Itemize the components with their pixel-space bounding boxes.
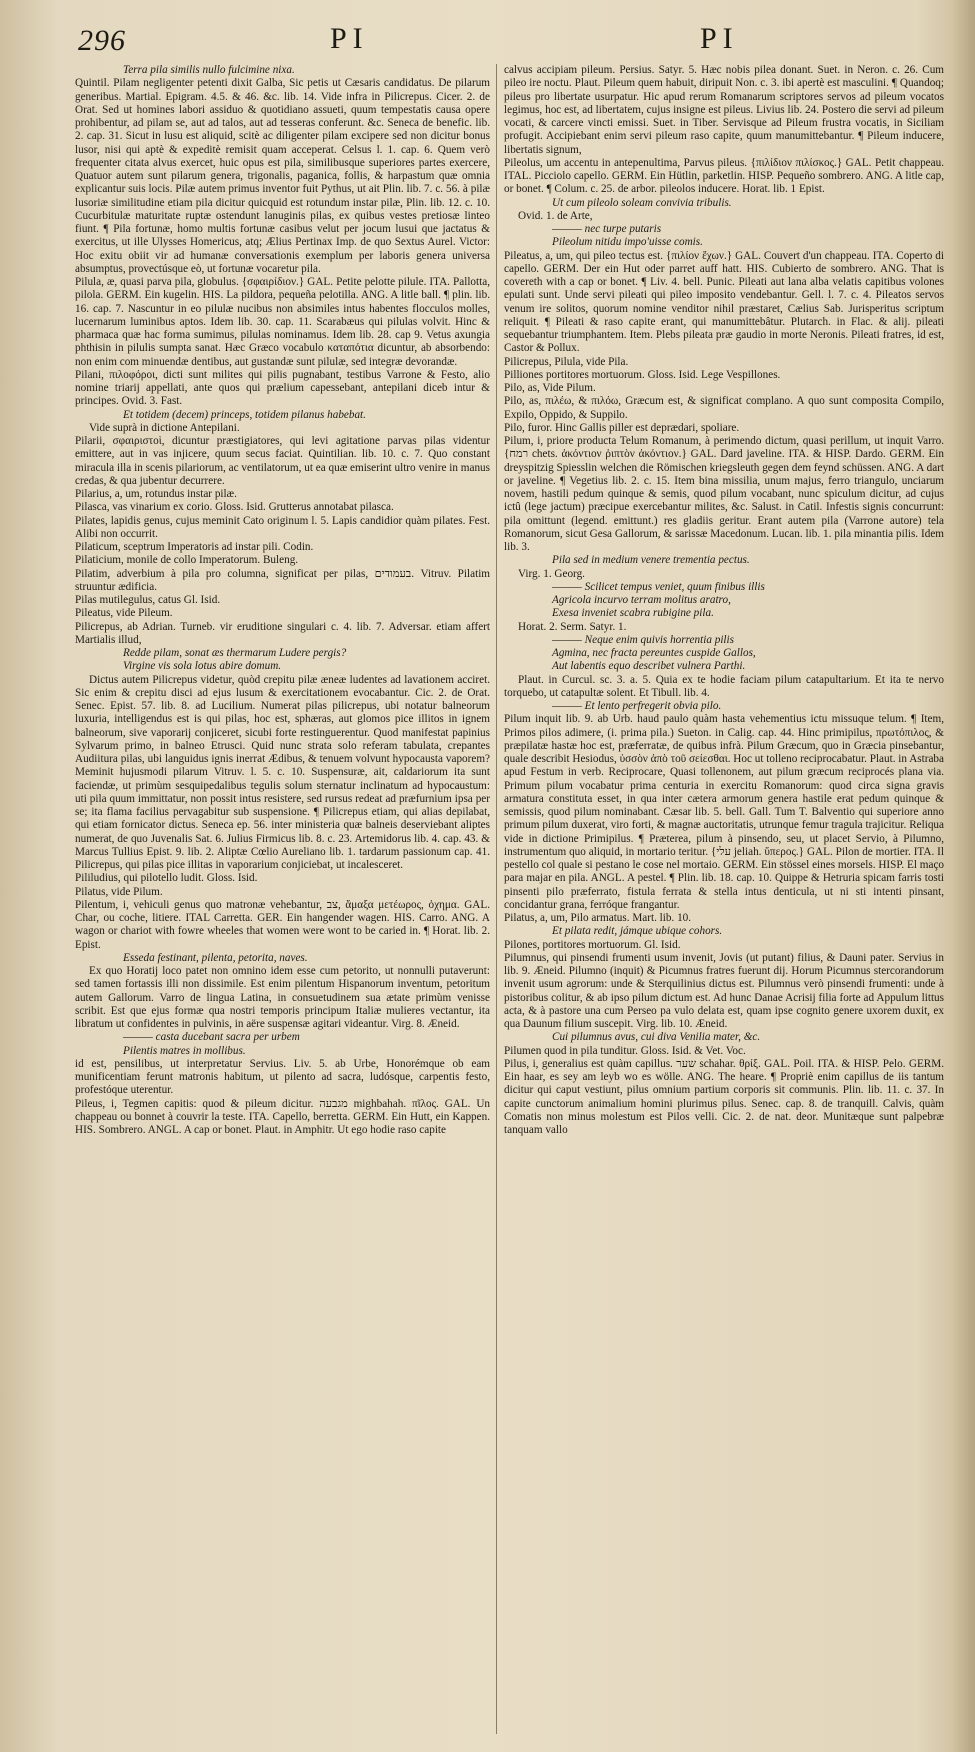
entry-pilum: Pilum, i, priore producta Telum Romanum, à perimendo dictum, quasi perillum, ut inquit Varro. {רמח chets. ἀκόντιον ῥιπτὸν ἀκόντιον.} GAL. Dard javeline. ITA. & HISP. Dardo. GERM. Ein dreyspitzig Spiesslin welchen die Römischen kriegsleuth gegen dem feynd schüssen. ANG. A dart or javeline. ¶ Vegetius lib. 2. c. 15. Item bina missilia, unum majus, ferro triangulo, unciarum novem, hastili pedum quinque & semis, quod pilum vocabant, nunc spiculum dicitur, ad cujus ictû (lege jactum) præcipue exercebantur milites, &c. Salust. in Catil. Infestis signis concurrunt: pila omittunt (legend. emittunt.) res gladiis geritur. Erant autem pila (Varrone autore) tela Romanorum, sicut Gesa Gallorum, & sarissæ Macedonum. Lucan. lib. 1. pila minantia pilis. Idem lib. 3.: [504, 435, 944, 553]
entry-pilentum-note: id est, pensilibus, ut interpretatur Servius. Liv. 5. ab Urbe, Honorémque ob eam munificentiam ferunt matronis habitum, ut pilento ad sacra, ludósque, carpentis festo, profestóque uterentur.: [75, 1057, 490, 1097]
entry-pilentum-text: Ex quo Horatij loco patet non omnino idem esse cum petorito, ut nonnulli putaverunt: sed tamen fortassis illi non dissimile. Est enim pilentum Hispanorum inventum, petoritum autem Gallorum. Varro de lingua Latina, in consuetudinem sua ætate primùm venisse scribit. Est que ejus formæ qua nostri temporis principum Italiæ mulieres vectantur, ita libratum ut confidentes in pulvinis, in aëre suspensæ agitari videantur. Virg. 8. Æneid.: [75, 965, 490, 1030]
entry-pilas-mutilegulus: Pilas mutilegulus, catus Gl. Isid.: [75, 594, 221, 606]
entry-pilicrepus-ref: Pilicrepus, Pilula, vide Pila.: [504, 355, 629, 368]
verse-line: Terra pila similis nullo fulcimine nixa.: [123, 64, 295, 76]
entry-pilliones: Pilliones portitores mortuorum. Gloss. Isid. Lege Vespillones.: [504, 368, 781, 381]
left-column: [75, 64, 490, 1744]
entry-pilarius: Pilarius, a, um, rotundus instar pilæ.: [75, 488, 237, 500]
page-number: 296: [78, 24, 126, 57]
entry-pilum-continued: Pilum inquit lib. 9. ab Urb. haud paulo quàm hasta vehementius ictu missuque telum. ¶ Item, Primos pilos adimere, (i. prima pila.) Sueton. in Calig. cap. 44. Hinc primipilus, πρωτόπιλος, & præpilatæ hastæ hoc est, præferratæ, de quibus infrà. Pilum Græcum, quo in Græcia pinsebantur, quale describit Hesiodus, ὑσσὸν ἀπὸ τοῦ σείεσθαι. Hoc ut tolleno reciprocabatur. Plaut. in Astraba apud Festum in verb. Reciprocare, Quasi tollenonem, aut pilum græcum reciprocés plana via. Primum pilum vocabatur prima centuria in exercitu Romanorum: quod circa signa gravis armatura constituta esset, in qua inter cætera armorum genera hastile erat pedum quinque & semissis, quod pilum nominabant. Cæsar lib. 5. bell. Gall. Tum T. Balventio qui superiore anno primum pilum duxerat, viro forti, & magnæ auctoritatis, utrunque femur tragula trajicitur. Reliqua vide in dictione Primipilus. ¶ Præterea, pilum à pinsendo, seu, ut placet Servio, à Pilumno, instrumentum quo aliquid, in mortario teritur. {עלי jeliah. ὕπερος.} GAL. Pilon de mortier. ITA. Il pestello col quale si pestano le cose nel mortaio. GERM. Ein stössel eines morsels. HISP. El maço para majar en pila. ANGL. A pestel. ¶ Plin. lib. 18. cap. 10. Quippe & Hetruria spicam farris tosti pinsenti pilo præferrato, fistula ferrata & stella intus denticula, ut ni sti intenti pinsant, concidantur grana, ferróque frangantur.: [504, 713, 944, 911]
verse-line: Aut labentis equo describet vulnera Parthi.: [552, 660, 746, 673]
entry-pilumnus: Pilumnus, qui pinsendi frumenti usum invenit, Jovis (ut putant) filius, & Dauni pater. Servius in lib. 9. Æneid. Pilumno (inquit) & Picumnus fratres fuerunt dij. Horum Picumnus stercorandorum invenit usum agrorum: unde & Sterquilinius dictus est. Pilumnus verò pinsendi frumenti: unde à pistoribus colitur, & ab ipso pilum dictum est. Ad hunc Danae Acrisij filia forte ad Appulum littus acta, & à pastore una cum Perseo pa vulo delata est, quam ipse cognito genere uxorem duxit, ex qua Daunum filium suscepit. Virg. lib. 10. Æneid.: [504, 951, 944, 1030]
entry-pilatim: Pilatim, adverbium à pila pro columna, significat per pilas, בעמודים. Vitruv. Pilatim struuntur ædificia.: [75, 567, 490, 593]
entry-pilicrepus: Pilicrepus, ab Adrian. Turneb. vir eruditione singulari c. 4. lib. 7. Adversar. etiam affert Martialis illud,: [75, 620, 490, 646]
entry-pileolus: Pileolus, um accentu in antepenultima, Parvus pileus. {πιλίδιον πιλίσκος.} GAL. Petit chappeau. ITAL. Picciolo capello. GERM. Ein Hütlin, parketlin. HISP. Pequeño sombrero. ANG. A litle cap, or bonet. ¶ Colum. c. 25. de arbor. pileolos inducere. Horat. lib. 1 Epist.: [504, 156, 944, 196]
verse-line: Cui pilumnus avus, cui diva Venilia mater, &c.: [552, 1031, 761, 1044]
cross-reference: Vide suprà in dictione Antepilani.: [89, 421, 240, 434]
citation: Virg. 1. Georg.: [518, 567, 585, 580]
page-header: [0, 22, 975, 62]
entry-pila-text: Quintil. Pilam negligenter petenti dixit Galba, Sic petis ut Cæsaris candidatus. De pilarum generibus. Martial. Epigram. 4.5. & 46. &c. lib. 14. Vide infra in Pilicrepus. Cicer. 2. de Orat. Sed ut homines labori assiduo & quotidiano assueti, quum tempestatis causa opere prohibentur, ad pilam se, aut ad talos, aut ad tesseras conferunt. &c. Seneca de benefic. lib. 2. cap. 31. Sicut in lusu est aliquid, scitè ac diligenter pilam excipere sed non dicitur bonus lusor, nisi qui aptè & expeditè remisit quam acceperat. Celsus l. 1. cap. 6. Quem verò frequenter citata alvus exercet, huic opus est pila, similibusque superiores partes exercere, Quatuor autem sunt pilarum genera, trigonalis, paganica, follis, & harpastum quæ omnia explicantur suis locis. Pilæ autem primus inventor fuit Pythus, ut ait Plin. lib. 7. c. 56. à pilæ lusoriæ similitudine etiam pila dicitur quicquid est rotundum instar pilæ, Plin. lib. 12. c. 10. Cucurbitulæ maturitate ruptæ ostendunt lanuginis pilas, ex quibus vestes pretiosæ linteo fiunt. ¶ Pila fortunæ, homo multis fortunæ casibus velut per jocum lusui que jactatus & exercitus, ut ille Ulysses Homericus, atq; Ælius Pertinax Imp. de quo Sextus Aurel. Victor: Hoc exitu obiit vir ad humanæ conversationis exemplum per laboris genera universa absumptus, provectúsque eò, ut fortunæ vocaretur pila.: [75, 77, 490, 275]
entry-pilula: Pilula, æ, quasi parva pila, globulus. {σφαιρίδιον.} GAL. Petite pelotte pilule. ITA. Pallotta, pilola. GERM. Ein kugelin. HIS. La pildora, pequeña pelotilla. ANG. A litle ball. ¶ plin. lib. 16. cap. 7. Nascuntur in eo pilulæ nucibus non absimiles intus habentes flocculos molles, lucernarum luminibus aptos. Idem lib. 30. cap. 11. Scarabæus qui pilulas volvit. Hinc & pharmaca quæ hac forma sumimus, pilulas nominamus. Idem lib. 28. cap 9. Vetus axungia phthisin in pilulis sumpta sanat. Hæc Græco vocabulo καταπότια dicuntur, ab absorbendo: non enim com minuendæ dentibus, aut gustandæ sunt pilulæ, sed integræ devorandæ.: [75, 276, 490, 368]
verse-line: ——— casta ducebant sacra per urbem: [123, 1031, 300, 1044]
entry-pilentum: Pilentum, i, vehiculi genus quo matronæ vehebantur, צב, ἅμαξα μετέωρος, ὀχημα. GAL. Char, ou coche, litiere. ITAL Carretta. GER. Ein hangender wagen. HIS. Carro. ANG. A wagon or chariot with fowre wheeles that women were wont to be caried in. ¶ Horat. lib. 2. Epist.: [75, 898, 490, 951]
verse-line: ——— Scilicet tempus veniet, quum finibus illis: [552, 580, 765, 593]
entry-pileus-continued: calvus accipiam pileum. Persius. Satyr. 5. Hæc nobis pilea donant. Suet. in Neron. c. 26. Cum pileo ire noctu. Plaut. Pileum quem habuit, diripuit Non. c. 3. ibi apertè est masculini. ¶ Quandoq; pileus pro libertate usurpatur. Hic apud rerum Romanarum scriptores servos ad pileum vocatos legimus, hoc est, ad libertatem, cujus insigne est pileus. Livius lib. 24. Postero die servi ad pileum vocati, & carcere vincti emissi. Suet. in Tiber. Servisque ad Pileum frustra vocatis, in Siciliam profugit. Accipiebant enim servi pileum raso capite, quum manumittebantur. ¶ Pileum inducere, libertatis signum,: [504, 64, 944, 156]
verse-line: Pila sed in medium venere trementia pectus.: [552, 554, 750, 567]
verse-line: Agmina, nec fracta pereuntes cuspide Gallos,: [552, 647, 756, 659]
verse-line: Ut cum pileolo soleam convivia tribulis.: [552, 196, 732, 209]
entry-pilaticium: Pilaticium, monile de collo Imperatorum. Buleng.: [75, 554, 299, 567]
entry-pilo-furor: Pilo, furor. Hinc Gallis piller est deprædari, spoliare.: [504, 421, 740, 434]
verse-line: Redde pilam, sonat æs thermarum Ludere pergis?: [123, 647, 347, 659]
verse-line: Exesa inveniet scabra rubigine pila.: [552, 607, 714, 620]
verse-line: Esseda festinant, pilenta, petorita, naves.: [123, 951, 308, 964]
verse-line: ——— Et lento perfregerit obvia pilo.: [552, 700, 722, 712]
entry-pilaticum: Pilaticum, sceptrum Imperatoris ad instar pili. Codin.: [75, 541, 314, 553]
verse-line: Pileolum nitidu impo'uisse comis.: [552, 236, 703, 249]
entry-pilones: Pilones, portitores mortuorum. Gl. Isid.: [504, 938, 681, 951]
verse-line: Et totidem (decem) princeps, totidem pilanus habebat.: [123, 408, 366, 421]
left-running-head: PI: [330, 22, 369, 55]
verse-line: Agricola incurvo terram molitus aratro,: [552, 594, 731, 606]
entry-pileatus-ref: Pileatus, vide Pileum.: [75, 607, 173, 620]
page-edge-shadow: [952, 0, 975, 1752]
verse-line: Virgine vis sola lotus abire domum.: [123, 660, 282, 673]
entry-pilo-ref: Pilo, as, Vide Pilum.: [504, 382, 596, 394]
verse-line: ——— nec turpe putaris: [552, 223, 662, 235]
entry-pilicrepus-text: Dictus autem Pilicrepus videtur, quòd crepitu pilæ æneæ ludentes ad lavationem acciret. Sic enim & crepitu disci ad ejus lusum & exercitationem evocabantur. Cic. 2. de Orat. Senec. Epist. 57. lib. 8. ad Lucilium. Numerat pilas pilicrepus, ubi notatur balneorum luxuria, intelligendus est is qui pilas, hoc est, sphæras, aut glomos pice illitos in ignem balneorum, sive vaporarij conjiceret, sicubi forte restinguerentur. Quod manifestat papinius Sylvarum primo, in balneo Etrusci. Quid nunc strata solo referam tabulata, crepantes Audiitura pilas, ubi languidus ignis inerrat Ædibus, & tenuem volvunt hypocausta vaporem? Meminit hujusmodi pilarum Vitruv. l. 5. c. 10. Suspensuræ, ait, caldariorum ita sunt faciendæ, ut primùm sesquipedalibus tegulis solum sternatur inclinatum ad hypocaustum: uti pila quum immittatur, non possit intus resistere, sed rursus redeat ad præfurnium ipsa per se; ita flama facilius pervagabitur sub suspensione. ¶ Pilicrepus etiam, qui alias depilabat, qui etiam fornicator dictus. Seneca ep. 56. inter ministeria quæ balneis deserviebant aliptes numerat, de quo Juvenalis Sat. 6. Julius Firmicus lib. 8. c. 23. Artemidorus lib. 4. cap. 43. & Marcus Tullius Epist. 9. lib. 2. Aliptæ Cœlio Aureliano lib. 1. tardarum passionum cap. 41. Pilicrepus, qui pilas pice illitas in vaporarium conjiciebat, ut incalesceret.: [75, 673, 490, 871]
entry-pilatus: Pilatus, a, um, Pilo armatus. Mart. lib. 10.: [504, 912, 692, 924]
entry-pilates: Pilates, lapidis genus, cujus meminit Cato originum l. 5. Lapis candidior quàm pilates. Fest. Alibi non occurrit.: [75, 514, 490, 540]
column-divider: [496, 64, 497, 1734]
entry-pilatus-ref: Pilatus, vide Pilum.: [75, 885, 163, 898]
verse-line: Pilentis matres in mollibus.: [123, 1044, 246, 1057]
citation: Horat. 2. Serm. Satyr. 1.: [518, 620, 627, 633]
entry-pileus: Pileus, i, Tegmen capitis: quod & pileum dicitur. מגבעה mighbahah. πῖλος. GAL. Un chappeau ou bonnet à couvrir la teste. ITA. Capello, berretta. GERM. Ein Hutt, ein Kappen. HIS. Sombrero. ANGL. A cap or bonet. Plaut. in Amphitr. Ut ego hodie raso capite: [75, 1097, 490, 1136]
entry-pilasca: Pilasca, vas vinarium ex corio. Gloss. Isid. Grutterus annotabat pilasca.: [75, 501, 394, 514]
citation: Ovid. 1. de Arte,: [518, 209, 593, 222]
entry-pilarii: Pilarii, σφαιριστοὶ, dicuntur præstigiatores, qui levi agitatione parvas pilas videntur emittere, aut in vas injicere, quum secus faciat. Quintilian. lib. 10. c. 7. Quo constant miracula illa in scenis pilariorum, ac ventilatorum, ut ea quæ emiserint ultro venire in manus credas, & qua jubentur decurrere.: [75, 435, 490, 487]
entry-pilus: Pilus, i, generalius est quàm capillus. שער schahar. θρίξ. GAL. Poil. ITA. & HISP. Pelo. GERM. Ein haar, es sey am leyb wo es wölle. ANG. The heare. ¶ Propriè enim capillus de iis tantum dicitur qui caput vestiunt, pilus omnium partium corporis sit communis. Plin. lib. 11. c. 37. In capite cunctorum animalium homini plurimus pilus. Senec. cap. 8. de tranquill. Calvis, quàm Comatis non minus molestum est Pilos velli. Cic. 2. de nat. deor. Munitæque sunt palpebræ tanquam vallo: [504, 1057, 944, 1136]
right-column: [504, 64, 944, 1744]
entry-pilani: Pilani, πιλοφόροι, dicti sunt milites qui pilis pugnabant, testibus Varrone & Festo, alio nomine triarij appellati, ante quos qui prælium capessebant, antepilani diceb intur & principes. Ovid. 3. Fast.: [75, 368, 490, 408]
entry-pilum-plautus: Plaut. in Curcul. sc. 3. a. 5. Quia ex te hodie faciam pilum catapultarium. Et ita te nervo torquebo, ut catapultæ solent. Et Tibull. lib. 4.: [504, 673, 944, 699]
right-running-head: PI: [700, 22, 739, 55]
entry-pilumen: Pilumen quod in pila tunditur. Gloss. Isid. & Vet. Voc.: [504, 1044, 746, 1057]
entry-pililudius: Pililudius, qui pilotello ludit. Gloss. Isid.: [75, 872, 258, 885]
entry-pilo: Pilo, as, πιλέω, & πιλόω, Græcum est, & significat complano. A quo sunt composita Compilo, Expilo, Oppido, & Suppilo.: [504, 395, 944, 421]
entry-pileatus: Pileatus, a, um, qui pileo tectus est. {πιλίον ἔχων.} GAL. Couvert d'un chappeau. ITA. Coperto di capello. GERM. Der ein Hut oder parret auff hatt. HIS. Cubierto de sombrero. ANG. That is covereth with a cap or bonet. ¶ Liv. 4. bell. Punic. Pileati aut lana alba velatis capitibus volones epulati sunt. Unde servi pileati qui pileo imposito vendebantur. Gell. l. 7. c. 4. Pileatos servos venum ire solitos, quorum nomine venditor nihil præstaret, Cælius Sab. Jurisperitus scriptum reliquit. ¶ Pileati & raso capite erant, qui manumittebâtur. Plutarch. in Flac. & alij. pileati sequebantur triumphantem. Item. Plebs pileata præ gaudio in morte Neronis. Pileati fratres, id est, Castor & Pollux.: [504, 249, 944, 355]
verse-line: ——— Neque enim quivis horrentia pilis: [552, 633, 734, 646]
verse-line: Et pilata redit, jámque ubique cohors.: [552, 925, 723, 938]
